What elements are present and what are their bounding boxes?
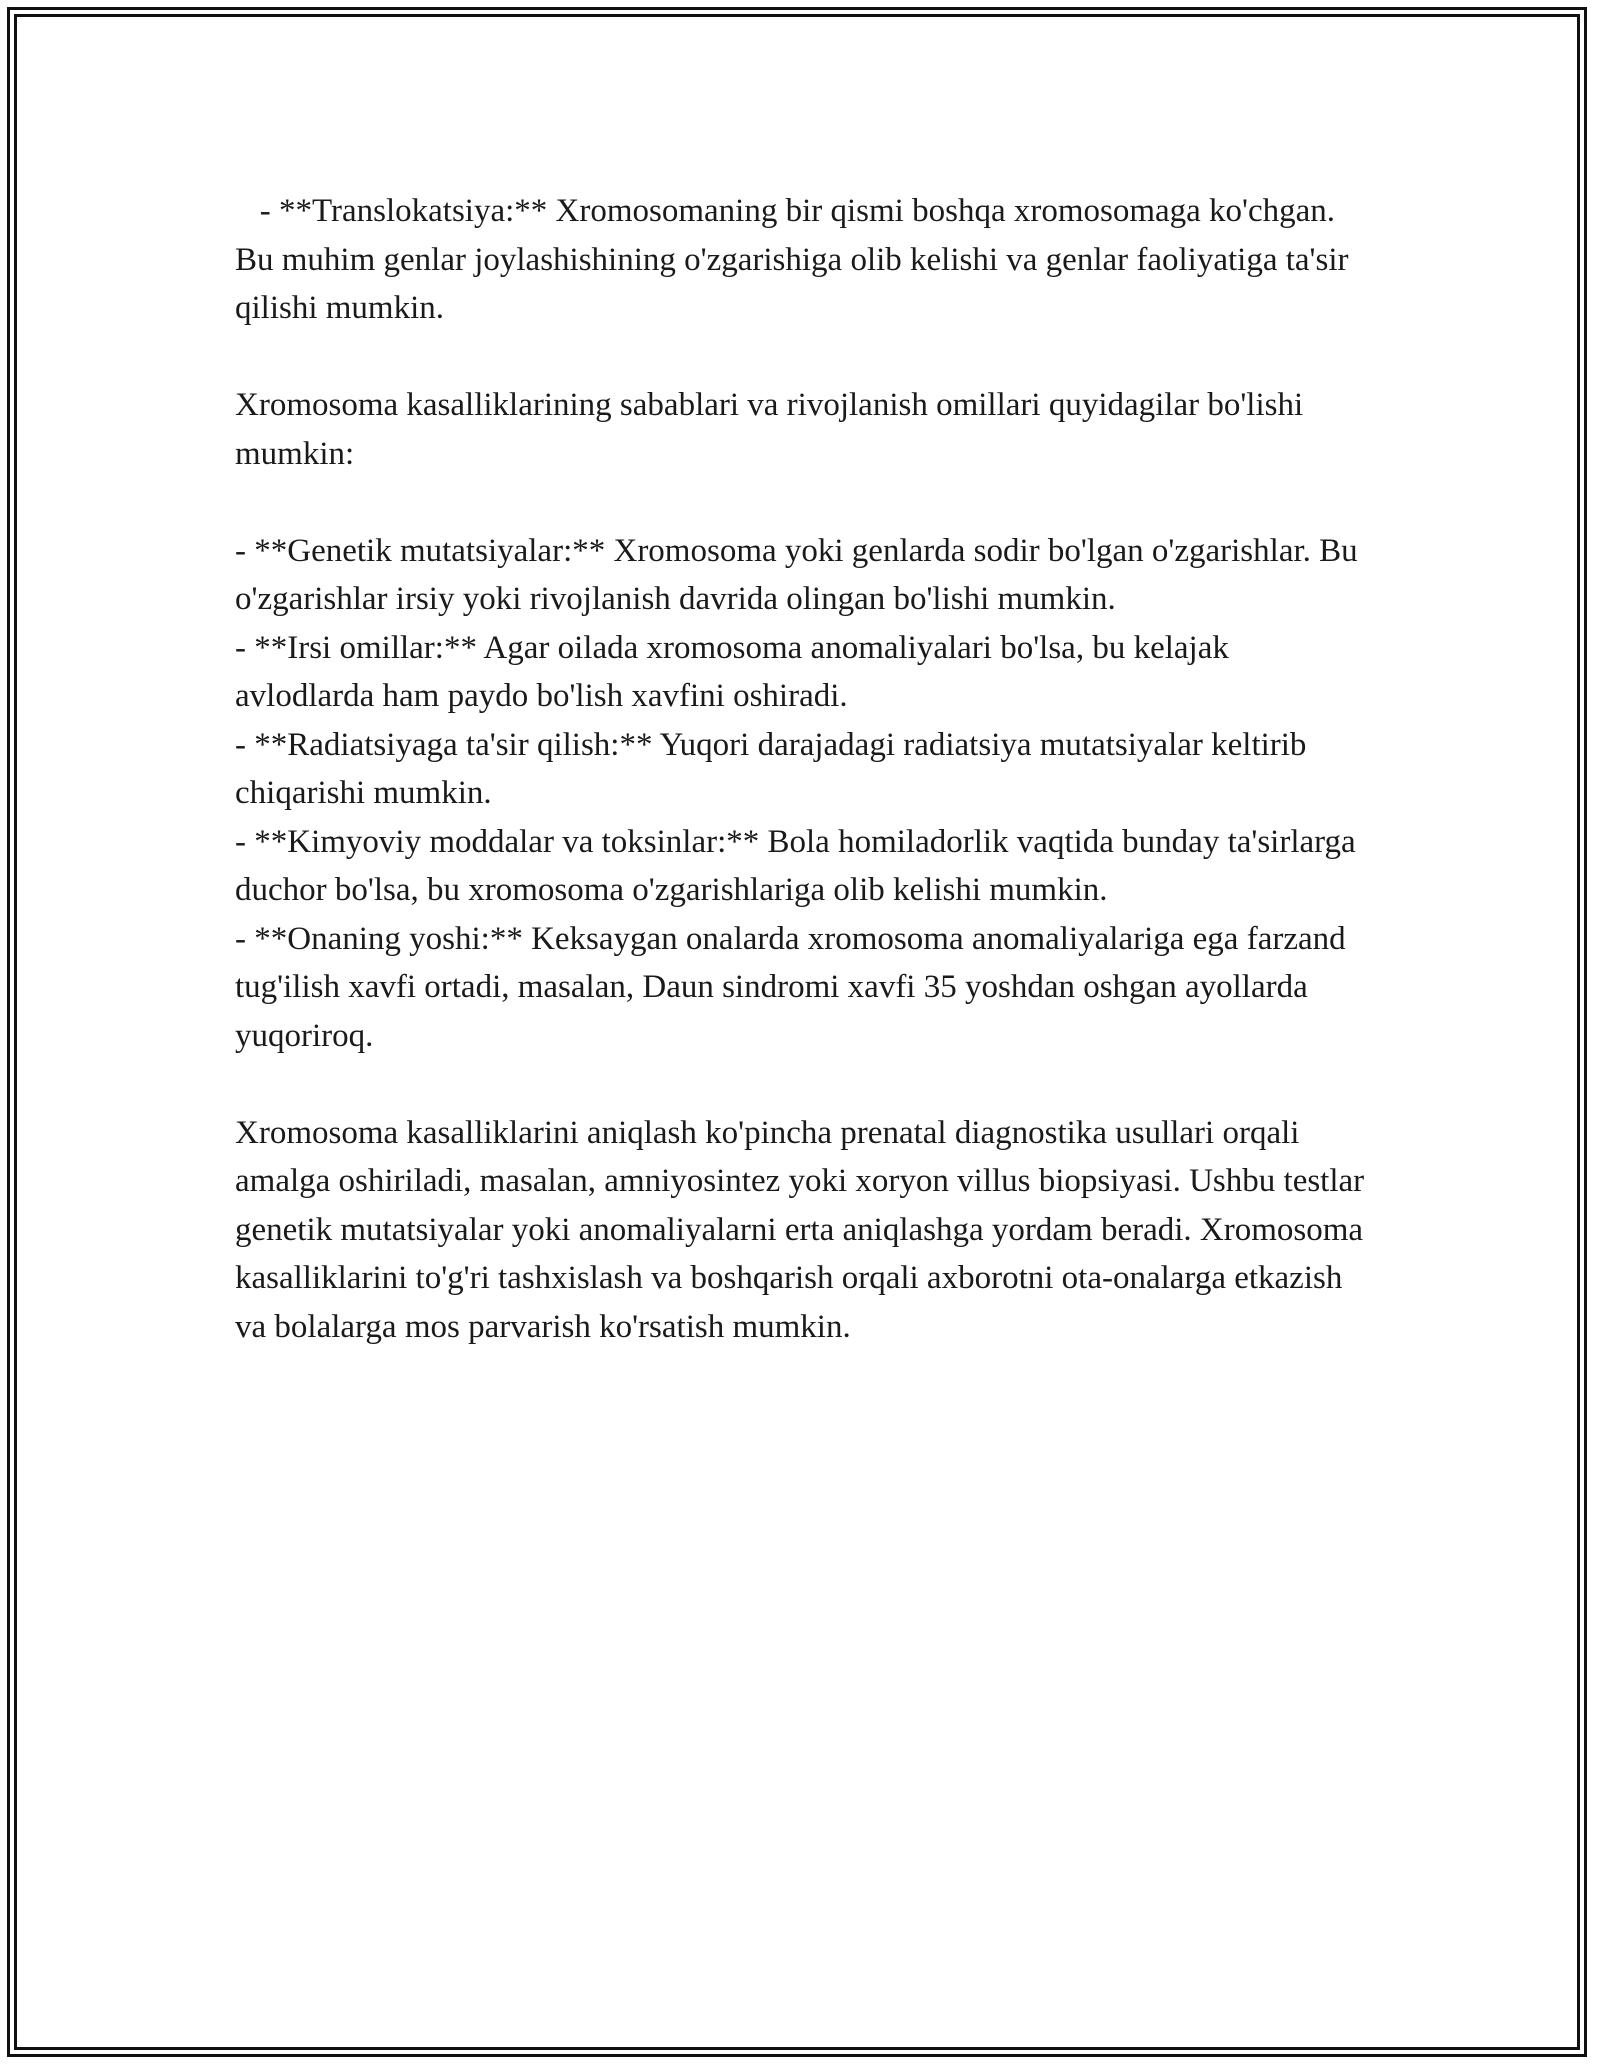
paragraph-spacer xyxy=(235,1060,1375,1109)
paragraph-translocation: - **Translokatsiya:** Xromosomaning bir qismi boshqa xromosomaga ko'chgan. Bu muhim genlar joylashishining o'zgarishiga olib kelishi va genlar faoliyatiga ta'sir qilishi mumkin. xyxy=(235,193,1357,326)
paragraph-causes-intro: Xromosoma kasalliklarining sabablari va rivojlanish omillari quyidagilar bo'lishi mumkin: xyxy=(235,387,1312,472)
paragraph-diagnosis: Xromosoma kasalliklarini aniqlash ko'pincha prenatal diagnostika usullari orqali amalga oshiriladi, masalan, amniyosintez yoki xoryon villus biopsiyasi. Ushbu testlar genetik mutatsiyalar yoki anomaliyalarni erta aniqlashga yordam beradi. Xromosoma kasalliklarini to'g'ri tashxislash va boshqarish orqali axborotni ota-onalarga etkazish va bolalarga mos parvarish ko'rsatish mumkin. xyxy=(235,1114,1373,1345)
document-body xyxy=(235,187,1375,1351)
paragraph-spacer xyxy=(235,478,1375,527)
paragraph-causes-list: - **Genetik mutatsiyalar:** Xromosoma yoki genlarda sodir bo'lgan o'zgarishlar. Bu o'zgarishlar irsiy yoki rivojlanish davrida olingan bo'lishi mumkin. - **Irsi omillar:** Agar oilada xromosoma anomaliyalari bo'lsa, bu kelajak avlodlarda ham paydo bo'lish xavfini oshiradi. - **Radiatsiyaga ta'sir qilish:** Yuqori darajadagi radiatsiya mutatsiyalar keltirib chiqarishi mumkin. - **Kimyoviy moddalar va toksinlar:** Bola homiladorlik vaqtida bunday ta'sirlarga duchor bo'lsa, bu xromosoma o'zgarishlariga olib kelishi mumkin. - **Onaning yoshi:** Keksaygan onalarda xromosoma anomaliyalariga ega farzand tug'ilish xavfi ortadi, masalan, Daun sindromi xavfi 35 yoshdan oshgan ayollarda yuqoriroq. xyxy=(235,532,1358,1054)
paragraph-spacer xyxy=(235,333,1375,382)
